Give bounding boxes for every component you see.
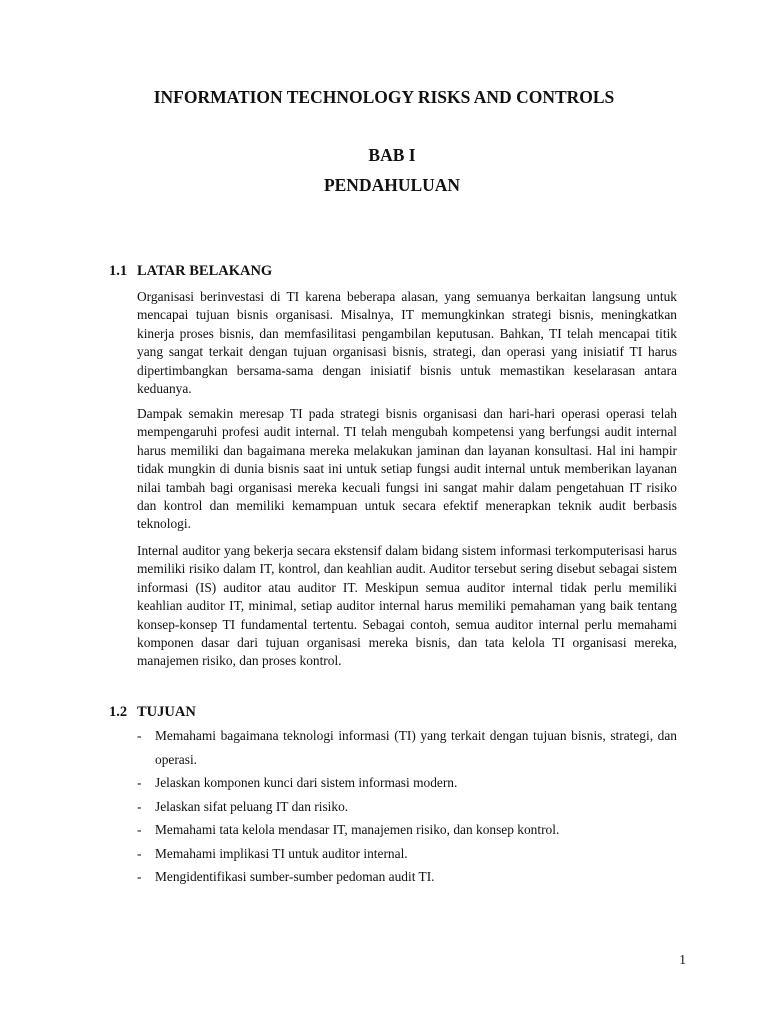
paragraph: Dampak semakin meresap TI pada strategi bisnis organisasi dan hari-hari operasi operasi telah mempengaruhi profesi audit internal. TI telah mengubah kompetensi yang berfungsi audit internal harus memiliki dan bagaimana mereka melakukan jaminan dan layanan konsultasi. Hal ini hampir tidak mungkin di dunia bisnis saat ini untuk setiap fungsi audit internal untuk memberikan layanan nilai tambah bagi organisasi mereka kecuali fungsi ini sangat mahir dalam pengetahuan IT risiko dan kontrol dan memiliki kemampuan untuk secara efektif menerapkan teknik audit berbasis teknologi. bbox=[137, 406, 677, 532]
paragraph: Internal auditor yang bekerja secara ekstensif dalam bidang sistem informasi terkomputerisasi harus memiliki risiko dalam IT, kontrol, dan keahlian audit. Auditor tersebut sering disebut sebagai sistem informasi (IS) auditor atau auditor IT. Meskipun semua auditor internal tidak perlu memiliki keahlian auditor IT, minimal, setiap auditor internal harus memiliki pemahaman yang baik tentang konsep-konsep TI fundamental tertentu. Sebagai contoh, semua auditor internal perlu memahami komponen dasar dari tujuan organisasi mereka bisnis, dan tata kelola TI organisasi mereka, manajemen risiko, dan proses kontrol. bbox=[137, 543, 677, 669]
bullet-marker: - bbox=[137, 845, 142, 861]
bullet-marker: - bbox=[137, 775, 142, 790]
section-title: TUJUAN bbox=[137, 704, 196, 720]
list-item bbox=[137, 724, 677, 771]
section-number: 1.2 bbox=[109, 704, 128, 720]
page-number: 1 bbox=[679, 952, 686, 967]
list-item-text: Jelaskan komponen kunci dari sistem informasi modern. bbox=[155, 775, 458, 790]
section-number: 1.1 bbox=[109, 263, 128, 279]
section-title: LATAR BELAKANG bbox=[137, 263, 273, 279]
list-item bbox=[137, 818, 677, 842]
section-heading-latar-belakang bbox=[109, 262, 272, 280]
list-item-text: Memahami bagaimana teknologi informasi (TI) yang terkait dengan tujuan bisnis, strategi, dan operasi. bbox=[155, 728, 677, 767]
list-item bbox=[137, 842, 677, 866]
paragraph: Organisasi berinvestasi di TI karena beberapa alasan, yang semuanya berkaitan langsung untuk mencapai tujuan bisnis organisasi. Misalnya, IT memungkinkan strategi bisnis, meningkatkan kinerja proses bisnis, dan memfasilitasi pengambilan keputusan. Bahkan, TI telah mencapai titik yang sangat terkait dengan tujuan organisasi bisnis, strategi, dan operasi yang inisiatif TI harus dipertimbangkan bersama-sama dengan inisiatif bisnis untuk memastikan keselarasan antara keduanya. bbox=[137, 289, 677, 397]
objectives-list bbox=[137, 724, 677, 889]
list-item-text: Mengidentifikasi sumber-sumber pedoman audit TI. bbox=[155, 869, 435, 884]
list-item bbox=[137, 865, 677, 889]
bullet-marker: - bbox=[137, 798, 142, 814]
chapter-title: PENDAHULUAN bbox=[323, 175, 461, 195]
bullet-marker: - bbox=[137, 822, 142, 837]
chapter-number: BAB I bbox=[368, 145, 416, 165]
list-item bbox=[137, 771, 677, 795]
bullet-marker: - bbox=[137, 869, 142, 884]
document-title: INFORMATION TECHNOLOGY RISKS AND CONTROLS bbox=[153, 87, 615, 107]
list-item-text: Jelaskan sifat peluang IT dan risiko. bbox=[155, 798, 349, 814]
section-heading-tujuan bbox=[109, 703, 196, 721]
list-item-text: Memahami implikasi TI untuk auditor internal. bbox=[155, 845, 408, 861]
bullet-marker: - bbox=[137, 728, 142, 743]
list-item-text: Memahami tata kelola mendasar IT, manajemen risiko, dan konsep kontrol. bbox=[155, 822, 560, 837]
list-item bbox=[137, 795, 677, 819]
